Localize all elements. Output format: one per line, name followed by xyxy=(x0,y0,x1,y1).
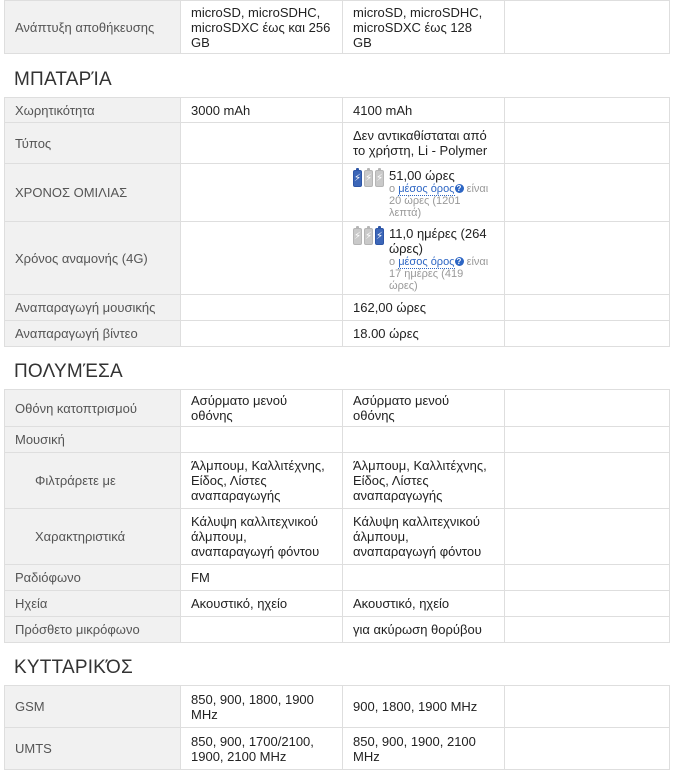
talk-time-average-text: είναι 20 ώρες (1201 λεπτά) xyxy=(389,183,489,219)
umts-value-1: 850, 900, 1700/2100, 1900, 2100 MHz xyxy=(181,728,343,770)
cellular-section-title: ΚΥΤΤΑΡΙΚΌΣ xyxy=(14,657,133,678)
radio-label: Ραδιόφωνο xyxy=(5,565,181,591)
radio-value-3 xyxy=(505,565,670,591)
standby-average: ο μέσος όρος ? είναι 17 ημέρες (419 ώρες) xyxy=(389,256,489,292)
standby-value: 11,0 ημέρες (264 ώρες) xyxy=(389,226,487,256)
help-icon[interactable]: ? xyxy=(455,184,464,193)
music-value-2 xyxy=(343,427,505,453)
features-value-3 xyxy=(505,509,670,565)
standby-average-text: είναι 17 ημέρες (419 ώρες) xyxy=(389,256,489,292)
speakers-label: Ηχεία xyxy=(5,591,181,617)
battery-empty-icon: ⚡ xyxy=(364,228,373,245)
video-playback-value-1 xyxy=(181,321,343,347)
music-value-3 xyxy=(505,427,670,453)
video-playback-value-2: 18.00 ώρες xyxy=(343,321,505,347)
filter-value-3 xyxy=(505,453,670,509)
capacity-value-1: 3000 mAh xyxy=(181,98,343,123)
music-playback-label: Αναπαραγωγή μουσικής xyxy=(5,295,181,321)
table-row xyxy=(5,295,670,321)
mirroring-value-1: Ασύρματο μενού οθόνης xyxy=(181,390,343,427)
mirroring-value-2: Ασύρματο μενού οθόνης xyxy=(343,390,505,427)
music-playback-value-1 xyxy=(181,295,343,321)
extra-mic-value-3 xyxy=(505,617,670,643)
standby-value-3 xyxy=(505,222,670,295)
mirroring-label: Οθόνη κατοπτρισμού xyxy=(5,390,181,427)
gsm-value-3 xyxy=(505,686,670,728)
table-row xyxy=(5,321,670,347)
storage-value-3 xyxy=(505,1,670,54)
talk-time-label: ΧΡΟΝΟΣ ΟΜΙΛΙΑΣ xyxy=(5,164,181,222)
capacity-value-3 xyxy=(505,98,670,123)
filter-label: Φιλτράρετε με xyxy=(5,453,181,509)
average-link[interactable]: μέσος όρος xyxy=(398,256,455,268)
features-value-2: Κάλυψη καλλιτεχνικού άλμπουμ, αναπαραγωγή φόντου xyxy=(343,509,505,565)
features-label: Χαρακτηριστικά xyxy=(5,509,181,565)
speakers-value-2: Ακουστικό, ηχείο xyxy=(343,591,505,617)
battery-type-value-1 xyxy=(181,123,343,164)
radio-value-1: FM xyxy=(181,565,343,591)
radio-value-2 xyxy=(343,565,505,591)
talk-time-value-3 xyxy=(505,164,670,222)
features-value-1: Κάλυψη καλλιτεχνικού άλμπουμ, αναπαραγωγή φόντου xyxy=(181,509,343,565)
gsm-value-2: 900, 1800, 1900 MHz xyxy=(343,686,505,728)
table-row xyxy=(5,98,670,123)
storage-value-1: microSD, microSDHC, microSDXC έως και 256 GB xyxy=(181,1,343,54)
table-row xyxy=(5,390,670,427)
storage-value-2: microSD, microSDHC, microSDXC έως 128 GB xyxy=(343,1,505,54)
talk-time-battery-rating xyxy=(353,170,384,187)
storage-table xyxy=(4,0,670,54)
battery-empty-icon: ⚡ xyxy=(364,170,373,187)
battery-empty-icon: ⚡ xyxy=(353,228,362,245)
multimedia-table xyxy=(4,389,670,643)
extra-mic-value-1 xyxy=(181,617,343,643)
table-row xyxy=(5,591,670,617)
battery-table xyxy=(4,97,670,347)
battery-empty-icon: ⚡ xyxy=(375,170,384,187)
multimedia-section-title: ΠΟΛΥΜΈΣΑ xyxy=(14,361,123,382)
standby-battery-rating xyxy=(353,228,384,245)
speakers-value-3 xyxy=(505,591,670,617)
spec-comparison xyxy=(4,0,669,770)
table-row xyxy=(5,453,670,509)
table-row xyxy=(5,222,670,295)
standby-value-1 xyxy=(181,222,343,295)
talk-time-value-2 xyxy=(343,164,505,222)
table-row xyxy=(5,686,670,728)
battery-full-icon: ⚡ xyxy=(375,228,384,245)
battery-section-title: ΜΠΑΤΑΡΊΑ xyxy=(14,69,112,90)
capacity-label: Χωρητικότητα xyxy=(5,98,181,123)
battery-type-value-2: Δεν αντικαθίσταται από το χρήστη, Li - Polymer xyxy=(343,123,505,164)
average-link[interactable]: μέσος όρος xyxy=(398,183,455,195)
mirroring-value-3 xyxy=(505,390,670,427)
music-playback-value-3 xyxy=(505,295,670,321)
video-playback-value-3 xyxy=(505,321,670,347)
video-playback-label: Αναπαραγωγή βίντεο xyxy=(5,321,181,347)
table-row xyxy=(5,164,670,222)
gsm-label: GSM xyxy=(5,686,181,728)
table-row xyxy=(5,509,670,565)
filter-value-2: Άλμπουμ, Καλλιτέχνης, Είδος, Λίστες αναπαραγωγής xyxy=(343,453,505,509)
help-icon[interactable]: ? xyxy=(455,257,464,266)
extra-mic-label: Πρόσθετο μικρόφωνο xyxy=(5,617,181,643)
table-row xyxy=(5,1,670,54)
cellular-table xyxy=(4,685,670,770)
table-row xyxy=(5,617,670,643)
speakers-value-1: Ακουστικό, ηχείο xyxy=(181,591,343,617)
talk-time-value: 51,00 ώρες xyxy=(389,168,455,183)
capacity-value-2: 4100 mAh xyxy=(343,98,505,123)
gsm-value-1: 850, 900, 1800, 1900 MHz xyxy=(181,686,343,728)
storage-label: Ανάπτυξη αποθήκευσης xyxy=(5,1,181,54)
battery-type-label: Τύπος xyxy=(5,123,181,164)
filter-value-1: Άλμπουμ, Καλλιτέχνης, Είδος, Λίστες αναπαραγωγής xyxy=(181,453,343,509)
umts-value-2: 850, 900, 1900, 2100 MHz xyxy=(343,728,505,770)
table-row xyxy=(5,565,670,591)
music-label: Μουσική xyxy=(5,427,181,453)
talk-time-average: ο μέσος όρος ? είναι 20 ώρες (1201 λεπτά) xyxy=(389,183,489,219)
table-row xyxy=(5,427,670,453)
music-playback-value-2: 162,00 ώρες xyxy=(343,295,505,321)
battery-type-value-3 xyxy=(505,123,670,164)
talk-time-value-1 xyxy=(181,164,343,222)
umts-label: UMTS xyxy=(5,728,181,770)
music-value-1 xyxy=(181,427,343,453)
table-row xyxy=(5,123,670,164)
standby-label: Χρόνος αναμονής (4G) xyxy=(5,222,181,295)
standby-value-2 xyxy=(343,222,505,295)
extra-mic-value-2: για ακύρωση θορύβου xyxy=(343,617,505,643)
battery-full-icon: ⚡ xyxy=(353,170,362,187)
